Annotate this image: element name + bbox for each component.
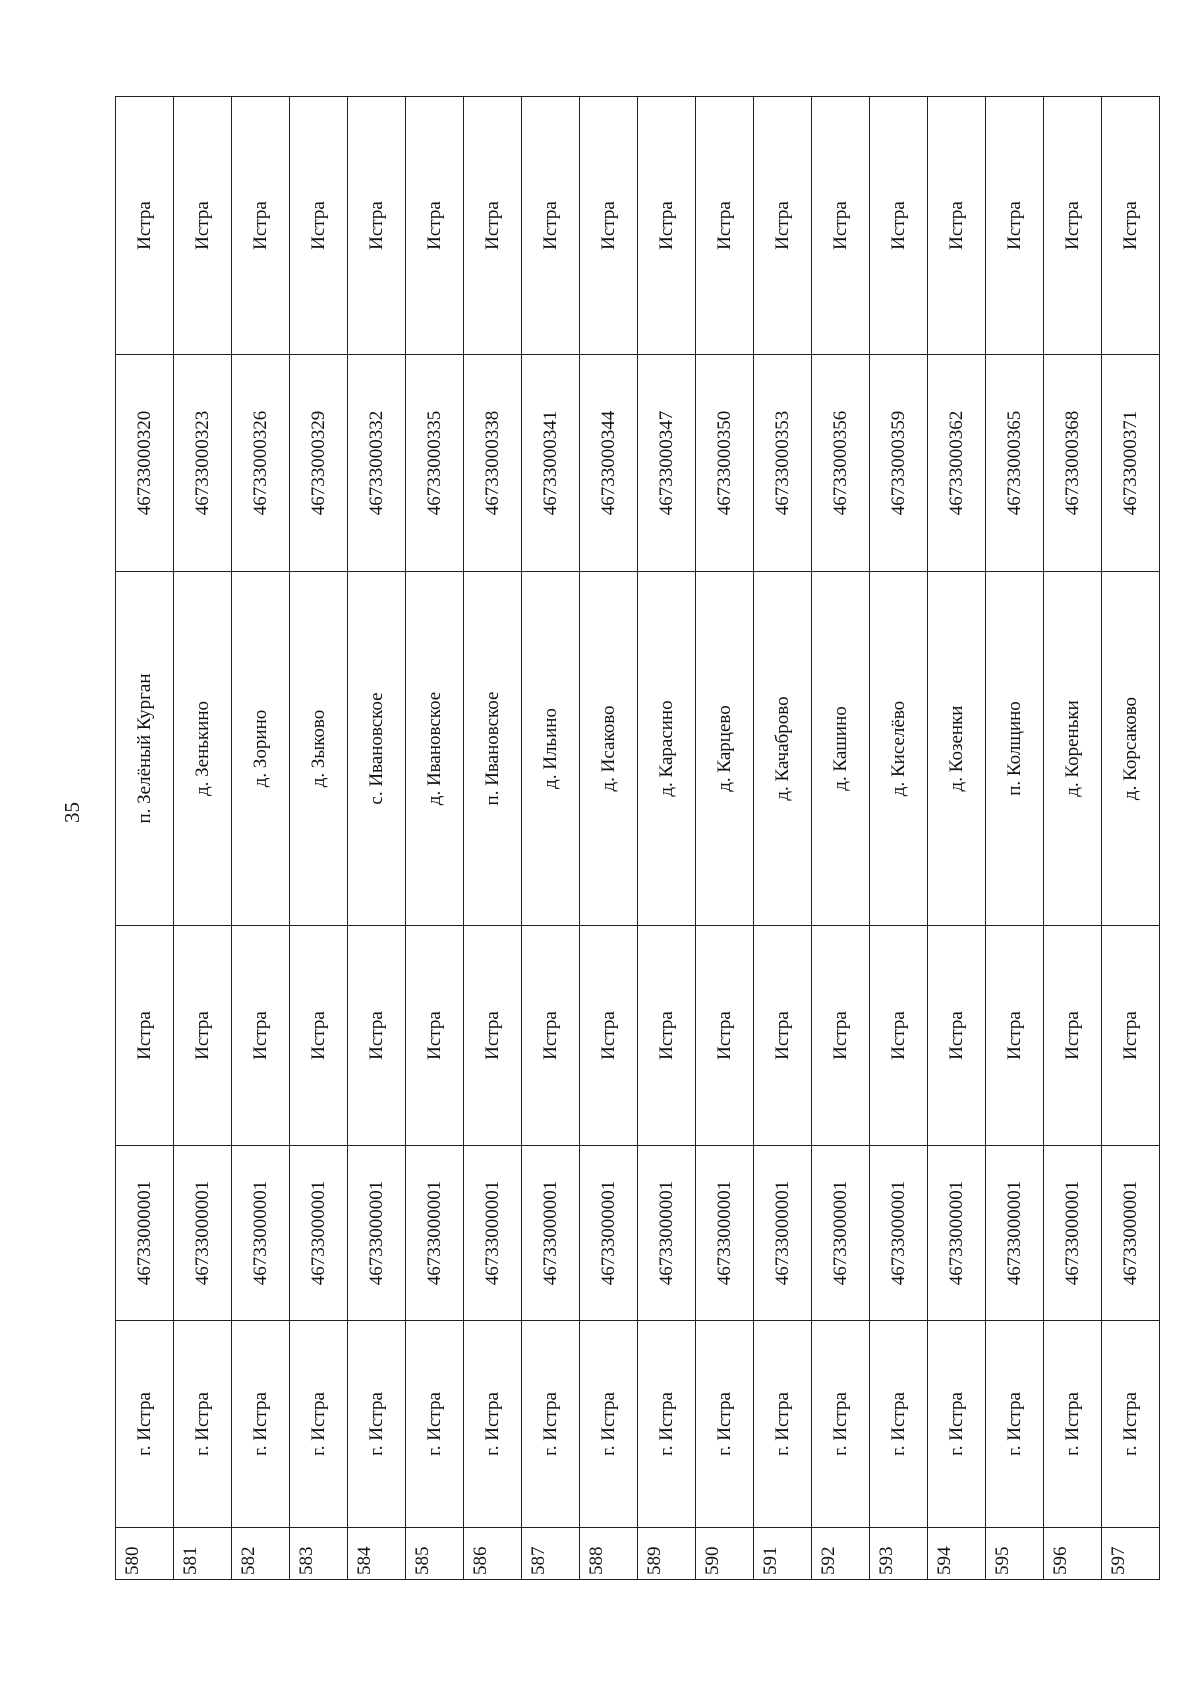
cell-locality: с. Ивановское (348, 572, 406, 926)
cell-city-district: Истра (1044, 926, 1102, 1146)
cell-locality: д. Зыково (290, 572, 348, 926)
cell-city-code: 46733000001 (290, 1146, 348, 1321)
cell-city-district: Истра (290, 926, 348, 1146)
table-row (1044, 97, 1102, 1580)
cell-locality-district: Истра (696, 97, 754, 355)
cell-locality-code: 46733000362 (928, 355, 986, 572)
cell-city: г. Истра (522, 1321, 580, 1528)
cell-city-district: Истра (870, 926, 928, 1146)
cell-locality: д. Корсаково (1102, 572, 1160, 926)
table-row (232, 97, 290, 1580)
table-row (348, 97, 406, 1580)
cell-locality: п. Колщино (986, 572, 1044, 926)
cell-city: г. Истра (464, 1321, 522, 1528)
cell-city-district: Истра (812, 926, 870, 1146)
cell-locality-district: Истра (986, 97, 1044, 355)
cell-locality-code: 46733000371 (1102, 355, 1160, 572)
table-row (928, 97, 986, 1580)
cell-city-code: 46733000001 (522, 1146, 580, 1321)
page-number: 35 (60, 802, 84, 823)
cell-locality: д. Зенькино (174, 572, 232, 926)
cell-locality-district: Истра (406, 97, 464, 355)
cell-locality: д. Ильино (522, 572, 580, 926)
cell-locality-code: 46733000359 (870, 355, 928, 572)
cell-locality-code: 46733000323 (174, 355, 232, 572)
table-row (464, 97, 522, 1580)
cell-locality-district: Истра (928, 97, 986, 355)
cell-locality: д. Зорино (232, 572, 290, 926)
cell-row-number: 587 (522, 1528, 580, 1580)
cell-locality: д. Исаково (580, 572, 638, 926)
cell-city: г. Истра (1044, 1321, 1102, 1528)
table-row (1102, 97, 1160, 1580)
cell-locality-code: 46733000326 (232, 355, 290, 572)
cell-locality-code: 46733000347 (638, 355, 696, 572)
cell-city-code: 46733000001 (638, 1146, 696, 1321)
cell-city-code: 46733000001 (1102, 1146, 1160, 1321)
cell-city-code: 46733000001 (986, 1146, 1044, 1321)
cell-city-code: 46733000001 (174, 1146, 232, 1321)
cell-locality-district: Истра (464, 97, 522, 355)
cell-row-number: 585 (406, 1528, 464, 1580)
cell-city-code: 46733000001 (464, 1146, 522, 1321)
cell-row-number: 583 (290, 1528, 348, 1580)
cell-row-number: 582 (232, 1528, 290, 1580)
cell-city: г. Истра (580, 1321, 638, 1528)
cell-locality-code: 46733000365 (986, 355, 1044, 572)
cell-locality-code: 46733000368 (1044, 355, 1102, 572)
cell-city-code: 46733000001 (754, 1146, 812, 1321)
cell-locality-district: Истра (580, 97, 638, 355)
table-row (406, 97, 464, 1580)
cell-city: г. Истра (754, 1321, 812, 1528)
cell-row-number: 592 (812, 1528, 870, 1580)
cell-locality: д. Качаброво (754, 572, 812, 926)
cell-locality-district: Истра (1102, 97, 1160, 355)
cell-city-district: Истра (1102, 926, 1160, 1146)
cell-locality: д. Карасино (638, 572, 696, 926)
cell-locality-code: 46733000344 (580, 355, 638, 572)
cell-locality-district: Истра (174, 97, 232, 355)
cell-city-district: Истра (986, 926, 1044, 1146)
cell-city-code: 46733000001 (116, 1146, 174, 1321)
cell-row-number: 597 (1102, 1528, 1160, 1580)
cell-locality-district: Истра (1044, 97, 1102, 355)
cell-city-code: 46733000001 (580, 1146, 638, 1321)
table-row (870, 97, 928, 1580)
cell-city-code: 46733000001 (696, 1146, 754, 1321)
cell-city: г. Истра (116, 1321, 174, 1528)
cell-row-number: 590 (696, 1528, 754, 1580)
cell-city-district: Истра (348, 926, 406, 1146)
cell-city-code: 46733000001 (232, 1146, 290, 1321)
table-row (986, 97, 1044, 1580)
cell-locality: д. Козенки (928, 572, 986, 926)
cell-city-code: 46733000001 (870, 1146, 928, 1321)
table-row (174, 97, 232, 1580)
cell-row-number: 581 (174, 1528, 232, 1580)
cell-city-district: Истра (638, 926, 696, 1146)
cell-city-code: 46733000001 (928, 1146, 986, 1321)
cell-locality-district: Истра (812, 97, 870, 355)
cell-city-district: Истра (754, 926, 812, 1146)
cell-locality-code: 46733000338 (464, 355, 522, 572)
cell-locality-district: Истра (290, 97, 348, 355)
cell-row-number: 589 (638, 1528, 696, 1580)
cell-locality-district: Истра (232, 97, 290, 355)
table-body (116, 97, 1160, 1580)
cell-locality-district: Истра (116, 97, 174, 355)
cell-city-code: 46733000001 (812, 1146, 870, 1321)
cell-row-number: 591 (754, 1528, 812, 1580)
cell-locality-code: 46733000332 (348, 355, 406, 572)
cell-locality-district: Истра (754, 97, 812, 355)
cell-locality: д. Ивановское (406, 572, 464, 926)
cell-locality-code: 46733000341 (522, 355, 580, 572)
table-row (116, 97, 174, 1580)
cell-city-district: Истра (580, 926, 638, 1146)
cell-locality-district: Истра (348, 97, 406, 355)
cell-city-code: 46733000001 (406, 1146, 464, 1321)
cell-locality-code: 46733000329 (290, 355, 348, 572)
cell-city: г. Истра (232, 1321, 290, 1528)
cell-row-number: 580 (116, 1528, 174, 1580)
cell-city: г. Истра (812, 1321, 870, 1528)
cell-locality: п. Ивановское (464, 572, 522, 926)
cell-locality: п. Зелёный Курган (116, 572, 174, 926)
cell-row-number: 586 (464, 1528, 522, 1580)
cell-locality: д. Карцево (696, 572, 754, 926)
cell-city: г. Истра (638, 1321, 696, 1528)
cell-row-number: 596 (1044, 1528, 1102, 1580)
cell-city-district: Истра (174, 926, 232, 1146)
table-row (696, 97, 754, 1580)
cell-city: г. Истра (870, 1321, 928, 1528)
cell-city-district: Истра (696, 926, 754, 1146)
table-row (522, 97, 580, 1580)
cell-city-district: Истра (116, 926, 174, 1146)
cell-locality: д. Киселёво (870, 572, 928, 926)
cell-city: г. Истра (290, 1321, 348, 1528)
cell-city-code: 46733000001 (1044, 1146, 1102, 1321)
cell-locality-district: Истра (522, 97, 580, 355)
table-row (290, 97, 348, 1580)
cell-row-number: 588 (580, 1528, 638, 1580)
cell-row-number: 594 (928, 1528, 986, 1580)
cell-row-number: 593 (870, 1528, 928, 1580)
cell-city-district: Истра (232, 926, 290, 1146)
table-row (638, 97, 696, 1580)
cell-locality-code: 46733000335 (406, 355, 464, 572)
cell-city-district: Истра (522, 926, 580, 1146)
cell-city: г. Истра (1102, 1321, 1160, 1528)
table-container (115, 97, 1141, 1580)
cell-city-district: Истра (406, 926, 464, 1146)
cell-city: г. Истра (696, 1321, 754, 1528)
settlements-table (115, 96, 1160, 1580)
cell-city-district: Истра (928, 926, 986, 1146)
cell-locality-code: 46733000356 (812, 355, 870, 572)
cell-row-number: 595 (986, 1528, 1044, 1580)
cell-city-district: Истра (464, 926, 522, 1146)
cell-locality-code: 46733000353 (754, 355, 812, 572)
table-row (754, 97, 812, 1580)
cell-city: г. Истра (348, 1321, 406, 1528)
cell-locality-code: 46733000350 (696, 355, 754, 572)
cell-locality-code: 46733000320 (116, 355, 174, 572)
cell-locality: д. Кашино (812, 572, 870, 926)
cell-locality: д. Кореньки (1044, 572, 1102, 926)
cell-row-number: 584 (348, 1528, 406, 1580)
table-row (580, 97, 638, 1580)
cell-city: г. Истра (406, 1321, 464, 1528)
cell-locality-district: Истра (638, 97, 696, 355)
cell-city: г. Истра (174, 1321, 232, 1528)
table-row (812, 97, 870, 1580)
cell-city: г. Истра (928, 1321, 986, 1528)
cell-city-code: 46733000001 (348, 1146, 406, 1321)
cell-locality-district: Истра (870, 97, 928, 355)
cell-city: г. Истра (986, 1321, 1044, 1528)
